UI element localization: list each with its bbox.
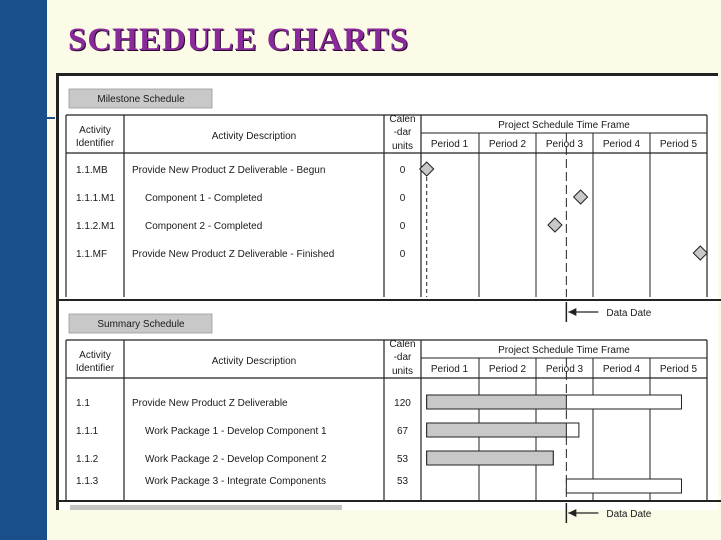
milestone-row-3-description: Component 2 - Completed <box>145 221 263 232</box>
summary-header-period-5: Period 5 <box>659 364 698 375</box>
milestone-row-4-milestone-diamond <box>693 246 707 260</box>
summary-header-period-1: Period 1 <box>430 364 469 375</box>
summary-header-period-4: Period 4 <box>602 364 641 375</box>
milestone-row-1-milestone-diamond <box>420 162 434 176</box>
summary-row-1-description: Provide New Product Z Deliverable <box>132 398 288 409</box>
schedule-charts-svg <box>59 76 721 520</box>
summary-header-id-line2: Identifier <box>75 363 115 374</box>
milestone-row-4-description: Provide New Product Z Deliverable - Finished <box>132 249 335 260</box>
summary-data-date-label: Data Date <box>606 509 652 520</box>
bottom-gray-strip <box>70 505 342 510</box>
summary-header-period-2: Period 2 <box>488 364 527 375</box>
summary-row-2-units: 67 <box>396 426 409 437</box>
summary-row-3-id: 1.1.2 <box>76 454 99 465</box>
summary-row-2-bar-progress <box>427 423 567 437</box>
milestone-header-period-4: Period 4 <box>602 139 641 150</box>
milestone-header-id-line2: Identifier <box>75 138 115 149</box>
summary-row-4-bar <box>566 479 681 493</box>
summary-row-4-description: Work Package 3 - Integrate Components <box>145 476 327 487</box>
milestone-header-period-5: Period 5 <box>659 139 698 150</box>
summary-header-units-line2: -dar <box>393 352 412 363</box>
milestone-row-2-description: Component 1 - Completed <box>145 193 263 204</box>
summary-row-1-units: 120 <box>394 398 411 409</box>
milestone-row-1-id: 1.1.MB <box>76 165 108 176</box>
summary-row-2-id: 1.1.1 <box>76 426 99 437</box>
summary-row-4-units: 53 <box>396 476 409 487</box>
summary-label: Summary Schedule <box>97 319 185 330</box>
milestone-header-period-3: Period 3 <box>545 139 584 150</box>
milestone-header-timeframe: Project Schedule Time Frame <box>498 120 630 131</box>
milestone-row-3-milestone-diamond <box>548 218 562 232</box>
summary-row-2-description: Work Package 1 - Develop Component 1 <box>145 426 327 437</box>
milestone-data-date-arrowhead <box>568 308 576 316</box>
left-accent-bar <box>0 0 47 540</box>
summary-row-1-bar-progress <box>427 395 567 409</box>
milestone-data-date-label: Data Date <box>606 308 652 319</box>
summary-header-id-line1: Activity <box>79 350 111 361</box>
milestone-header-period-2: Period 2 <box>488 139 527 150</box>
milestone-header-units-line2: -dar <box>393 127 412 138</box>
summary-header-units-line1: Calen <box>389 339 416 350</box>
summary-data-date-arrowhead <box>568 509 576 517</box>
schedule-figure <box>56 73 718 520</box>
left-accent-tick <box>47 117 55 119</box>
summary-header-period-3: Period 3 <box>545 364 584 375</box>
milestone-header-units-line3: units <box>391 141 414 152</box>
milestone-header-description: Activity Description <box>211 131 297 142</box>
summary-header-units-line3: units <box>391 366 414 377</box>
milestone-header-period-1: Period 1 <box>430 139 469 150</box>
summary-row-1-id: 1.1 <box>76 398 90 409</box>
page-title: SCHEDULE CHARTS <box>68 22 410 58</box>
milestone-row-1-units: 0 <box>399 165 406 176</box>
milestone-row-4-units: 0 <box>399 249 406 260</box>
milestone-row-2-units: 0 <box>399 193 406 204</box>
milestone-row-4-id: 1.1.MF <box>76 249 108 260</box>
summary-row-3-bar-progress <box>427 451 554 465</box>
milestone-header-units-line1: Calen <box>389 114 416 125</box>
milestone-row-1-description: Provide New Product Z Deliverable - Begun <box>132 165 326 176</box>
summary-row-4-id: 1.1.3 <box>76 476 99 487</box>
summary-row-3-units: 53 <box>396 454 409 465</box>
summary-header-description: Activity Description <box>211 356 297 367</box>
milestone-row-3-units: 0 <box>399 221 406 232</box>
milestone-row-2-id: 1.1.1.M1 <box>76 193 115 204</box>
milestone-header-id-line1: Activity <box>79 125 111 136</box>
milestone-row-2-milestone-diamond <box>574 190 588 204</box>
summary-row-3-description: Work Package 2 - Develop Component 2 <box>145 454 327 465</box>
summary-header-timeframe: Project Schedule Time Frame <box>498 345 630 356</box>
milestone-label: Milestone Schedule <box>97 94 185 105</box>
milestone-row-3-id: 1.1.2.M1 <box>76 221 115 232</box>
